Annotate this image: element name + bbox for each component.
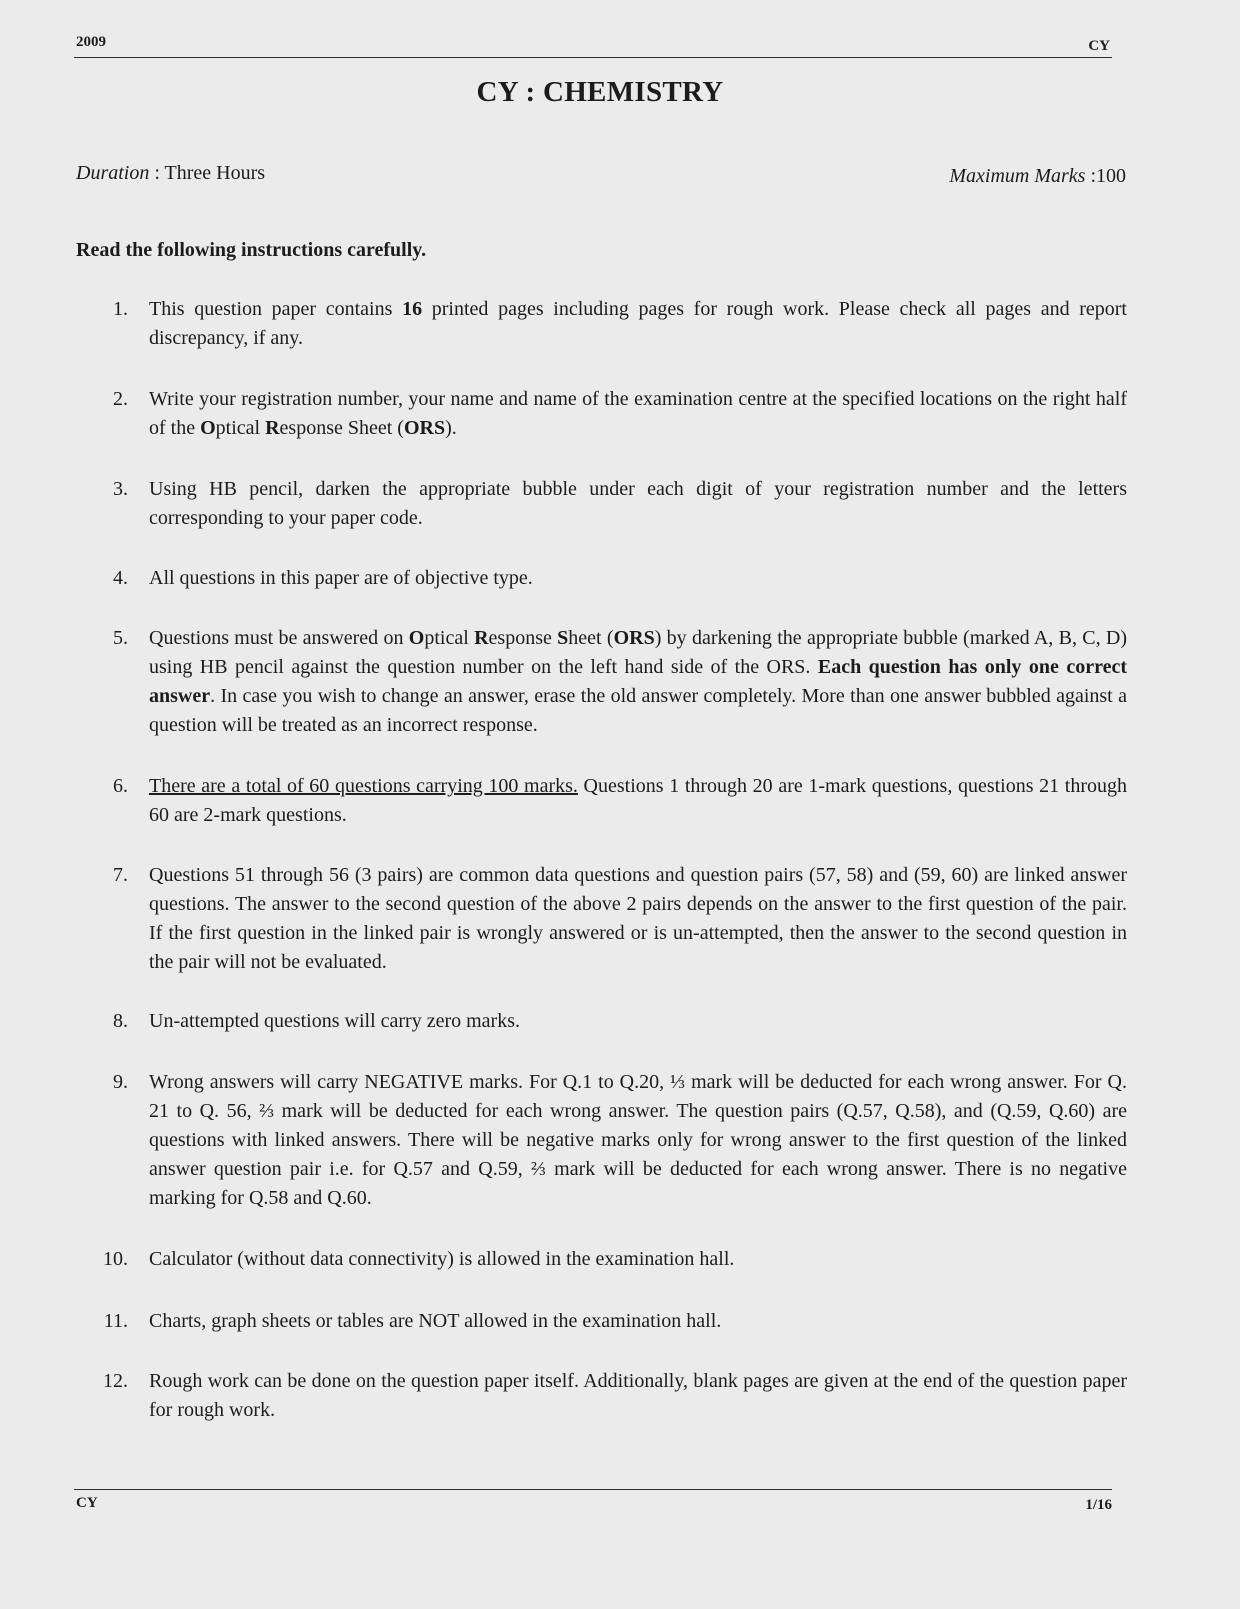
instruction-item (100, 475, 1127, 533)
instruction-number: 11. (103, 1310, 128, 1332)
instruction-number: 10. (103, 1248, 128, 1270)
instruction-number: 3. (113, 478, 128, 500)
instruction-number: 5. (113, 627, 128, 649)
instruction-text: Calculator (without data connectivity) is allowed in the examination hall. (149, 1248, 735, 1270)
instruction-text: All questions in this paper are of objective type. (149, 567, 533, 589)
instruction-number: 2. (113, 388, 128, 410)
instruction-item (100, 1068, 1127, 1213)
instruction-number: 7. (113, 864, 128, 886)
instruction-text: This question paper contains 16 printed pages including pages for rough work. Please check all pages and report discrepancy, if any. (149, 298, 1127, 349)
footer-rule (74, 1489, 1112, 1490)
footer-paper-code: CY (76, 1495, 98, 1511)
instruction-item (100, 1307, 1127, 1336)
instruction-text: Un-attempted questions will carry zero marks. (149, 1010, 520, 1032)
duration (76, 162, 265, 185)
instruction-text: Write your registration number, your name and name of the examination centre at the specified locations on the right half of the Optical Response Sheet (ORS). (149, 388, 1127, 439)
instruction-text: Wrong answers will carry NEGATIVE marks. For Q.1 to Q.20, ⅓ mark will be deducted for each wrong answer. For Q. 21 to Q. 56, ⅔ mark will be deducted for each wrong answer. The question pairs (Q.57, Q.58), and (Q.59, Q.60) are questions with linked answers. There will be negative marks only for wrong answer to the first question of the linked answer question pair i.e. for Q.57 and Q.59, ⅔ mark will be deducted for each wrong answer. There is no negative marking for Q.58 and Q.60. (149, 1071, 1127, 1209)
header-paper-code: CY (1088, 38, 1110, 54)
instruction-item (100, 1007, 1127, 1036)
instructions-heading: Read the following instructions carefully. (76, 239, 427, 261)
instruction-number: 6. (113, 775, 128, 797)
instruction-text: Rough work can be done on the question paper itself. Additionally, blank pages are given at the end of the question paper for rough work. (149, 1370, 1127, 1421)
instruction-text: Questions must be answered on Optical Response Sheet (ORS) by darkening the appropriate bubble (marked A, B, C, D) using HB pencil against the question number on the left hand side of the ORS. Each question has only one correct answer. In case you wish to change an answer, erase the old answer completely. More than one answer bubbled against a question will be treated as an incorrect response. (149, 627, 1128, 736)
instruction-number: 1. (113, 298, 128, 320)
instruction-text: Charts, graph sheets or tables are NOT allowed in the examination hall. (149, 1310, 722, 1332)
header-year: 2009 (76, 34, 106, 50)
page-title: CY : CHEMISTRY (476, 76, 724, 108)
instruction-item (100, 624, 1127, 740)
instruction-item (100, 1245, 1127, 1274)
instruction-number: 8. (113, 1010, 128, 1032)
header-rule (74, 57, 1112, 58)
max-marks-value: :100 (1085, 165, 1126, 187)
instruction-item (100, 772, 1127, 830)
instruction-number: 12. (103, 1370, 128, 1392)
instruction-number: 4. (113, 567, 128, 589)
instruction-item (100, 861, 1127, 977)
instruction-text: Using HB pencil, darken the appropriate bubble under each digit of your registration number and the letters corresponding to your paper code. (149, 478, 1127, 529)
instruction-item (100, 564, 1127, 593)
duration-value: : Three Hours (149, 162, 266, 184)
instruction-item (100, 295, 1127, 353)
instruction-text: Questions 51 through 56 (3 pairs) are common data questions and question pairs (57, 58) and (59, 60) are linked answer questions. The answer to the second question of the above 2 pairs depends on the answer to the first question of the pair. If the first question in the linked pair is wrongly answered or is un-attempted, then the answer to the second question in the pair will not be evaluated. (149, 864, 1127, 973)
duration-label: Duration (76, 162, 150, 184)
max-marks-label: Maximum Marks (949, 165, 1086, 187)
page-number: 1/16 (1085, 1497, 1112, 1513)
instruction-number: 9. (113, 1071, 128, 1093)
instruction-item (100, 1367, 1127, 1425)
maximum-marks (949, 165, 1126, 188)
instruction-item (100, 385, 1127, 443)
instruction-text: There are a total of 60 questions carrying 100 marks. Questions 1 through 20 are 1-mark questions, questions 21 through 60 are 2-mark questions. (149, 775, 1127, 826)
